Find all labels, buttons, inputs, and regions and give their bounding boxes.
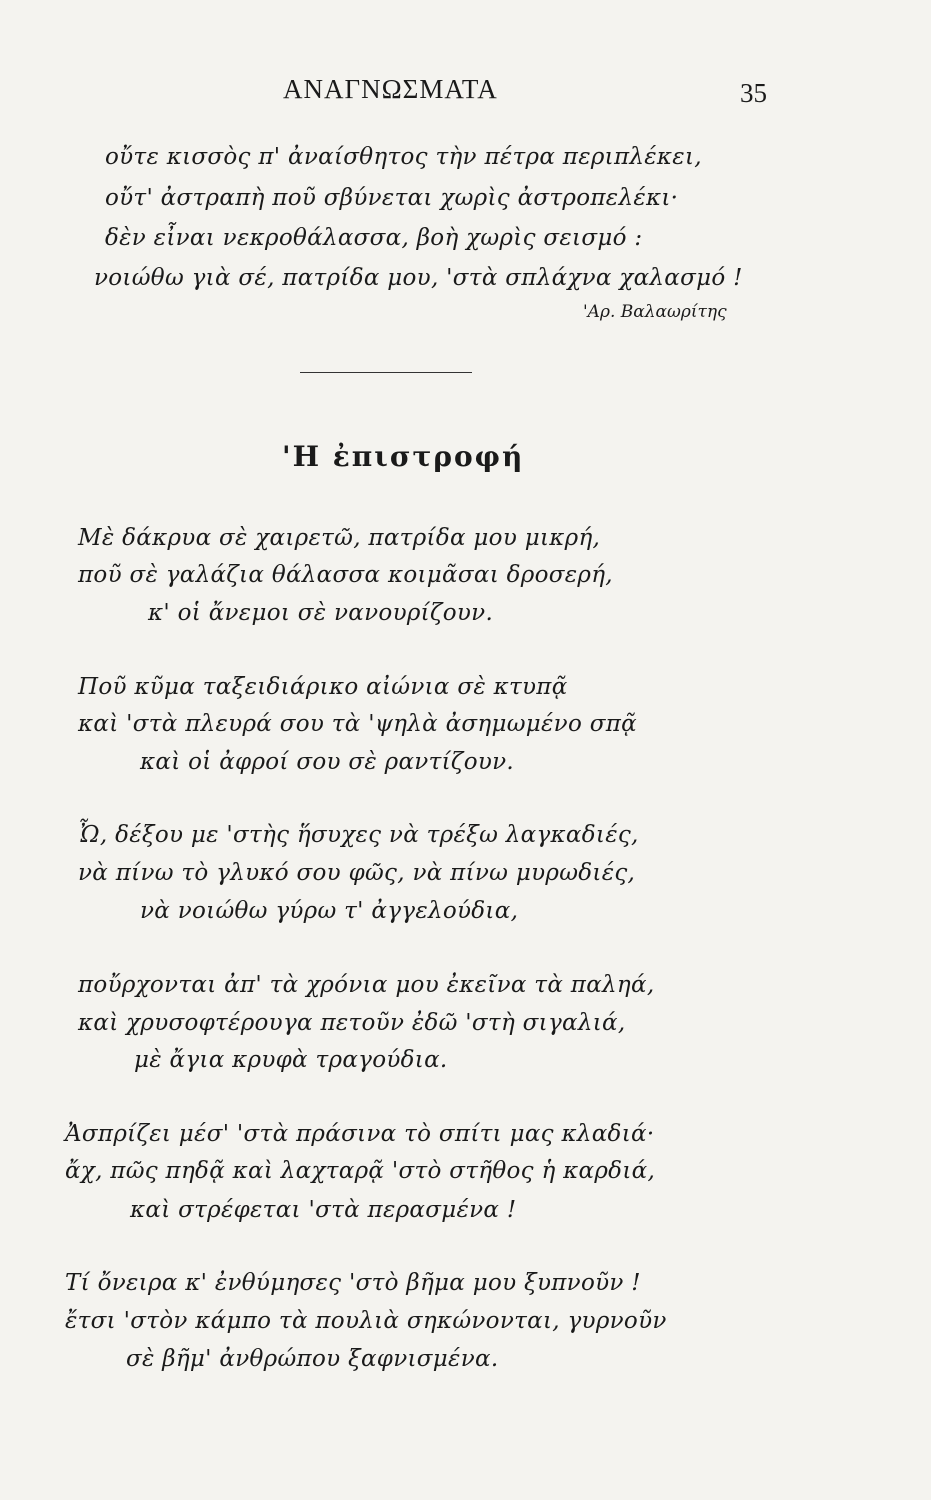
verse-line: καὶ χρυσοφτέρουγα πετοῦν ἐδῶ 'στὴ σιγαλιά, bbox=[78, 1010, 626, 1036]
verse-line: καὶ στρέφεται 'στὰ περασμένα ! bbox=[130, 1197, 517, 1223]
verse-line: Ἀσπρίζει μέσ' 'στὰ πράσινα τὸ σπίτι μας κλαδιά· bbox=[65, 1121, 655, 1147]
verse-line: Μὲ δάκρυα σὲ χαιρετῶ, πατρίδα μου μικρή, bbox=[78, 525, 601, 551]
page-number: 35 bbox=[740, 78, 767, 108]
verse-line: ἔτσι 'στὸν κάμπο τὰ πουλιὰ σηκώνονται, γυρνοῦν bbox=[65, 1308, 667, 1334]
verse-line: ἄχ, πῶς πηδᾷ καὶ λαχταρᾷ 'στὸ στῆθος ἡ καρδιά, bbox=[65, 1158, 656, 1184]
verse-line: δὲν εἶναι νεκροθάλασσα, βοὴ χωρὶς σεισμό : bbox=[105, 225, 643, 251]
author-signature: 'Αρ. Βαλαωρίτης bbox=[583, 302, 727, 322]
running-head: ΑΝΑΓΝΩΣΜΑΤΑ bbox=[283, 74, 498, 104]
section-divider bbox=[300, 372, 472, 373]
verse-line: οὔτε κισσὸς π' ἀναίσθητος τὴν πέτρα περιπλέκει, bbox=[105, 144, 702, 170]
verse-line: νοιώθω γιὰ σέ, πατρίδα μου, 'στὰ σπλάχνα χαλασμό ! bbox=[94, 265, 743, 291]
verse-line: καὶ 'στὰ πλευρά σου τὰ 'ψηλὰ ἀσημωμένο σπᾷ bbox=[78, 711, 637, 737]
verse-line: καὶ οἱ ἀφροί σου σὲ ραντίζουν. bbox=[140, 749, 515, 775]
verse-line: σὲ βῆμ' ἀνθρώπου ξαφνισμένα. bbox=[126, 1346, 499, 1372]
verse-line: ποῦ σὲ γαλάζια θάλασσα κοιμᾶσαι δροσερή, bbox=[78, 562, 613, 588]
verse-line: ποὔρχονται ἀπ' τὰ χρόνια μου ἐκεῖνα τὰ παληά, bbox=[78, 972, 655, 998]
poem-title: 'Η ἐπιστροφή bbox=[282, 440, 525, 473]
verse-line: κ' οἱ ἄνεμοι σὲ νανουρίζουν. bbox=[148, 600, 494, 626]
verse-line: Τί ὄνειρα κ' ἐνθύμησες 'στὸ βῆμα μου ξυπνοῦν ! bbox=[65, 1270, 641, 1296]
verse-line: νὰ πίνω τὸ γλυκό σου φῶς, νὰ πίνω μυρωδιές, bbox=[78, 860, 636, 886]
verse-line: νὰ νοιώθω γύρω τ' ἀγγελούδια, bbox=[140, 898, 519, 924]
verse-line: Ὦ, δέξου με 'στὴς ἥσυχες νὰ τρέξω λαγκαδιές, bbox=[78, 822, 639, 848]
verse-line: Ποῦ κῦμα ταξειδιάρικο αἰώνια σὲ κτυπᾷ bbox=[78, 674, 568, 700]
verse-line: οὔτ' ἀστραπὴ ποῦ σβύνεται χωρὶς ἀστροπελέκι· bbox=[105, 185, 679, 211]
verse-line: μὲ ἄγια κρυφὰ τραγούδια. bbox=[134, 1047, 448, 1073]
